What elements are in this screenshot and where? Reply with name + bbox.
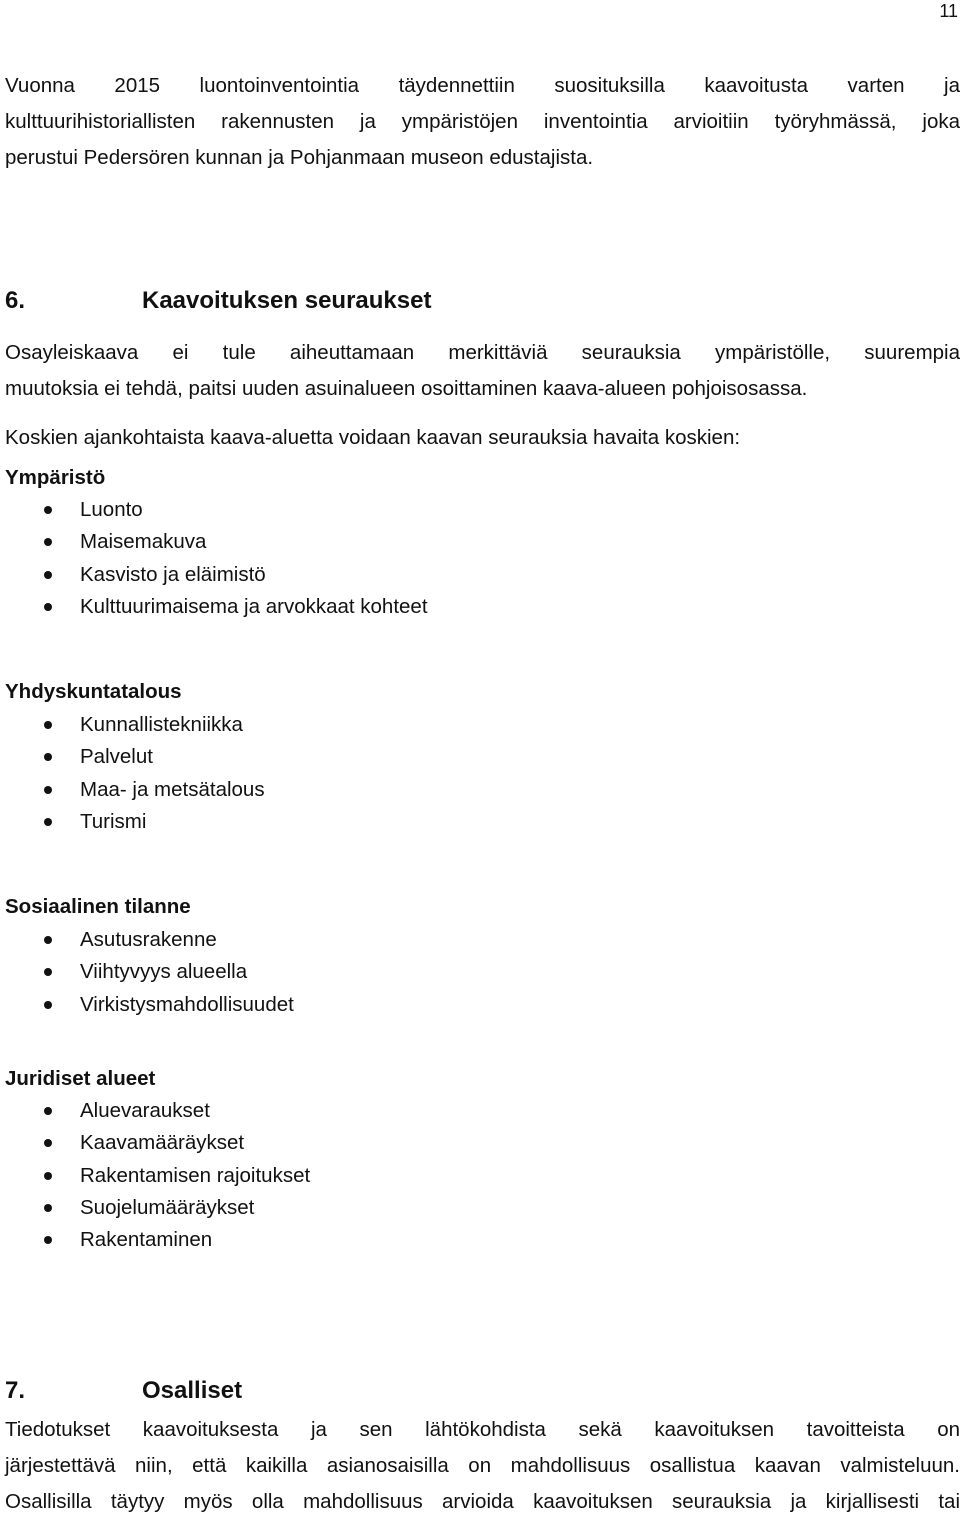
intro-line: kulttuurihistoriallisten rakennusten ja ympäristöjen inventointia arvioitiin työryhmässä, joka: [5, 110, 960, 133]
category-title: Sosiaalinen tilanne: [5, 895, 191, 918]
bullet-icon: [44, 1107, 52, 1115]
category-list: [0, 924, 294, 1021]
section-7-heading: [5, 1376, 242, 1406]
paragraph-line: järjestettävä niin, että kaikilla asianosaisilla on mahdollisuus osallistua kaavan valmisteluun.: [5, 1454, 960, 1477]
bullet-icon: [44, 1172, 52, 1180]
list-item: Kasvisto ja eläimistö: [0, 559, 428, 591]
bullet-icon: [44, 1236, 52, 1244]
bullet-icon: [44, 753, 52, 761]
bullet-icon: [44, 968, 52, 976]
list-item: Aluevaraukset: [0, 1095, 310, 1127]
paragraph-line: muutoksia ei tehdä, paitsi uuden asuinalueen osoittaminen kaava-alueen pohjoisosassa.: [5, 377, 808, 400]
section-7-paragraph: [5, 1412, 960, 1520]
list-item: Rakentamisen rajoitukset: [0, 1160, 310, 1192]
list-item: Kunnallistekniikka: [0, 709, 265, 741]
section-6-number: 6.: [5, 287, 26, 314]
intro-paragraph: [5, 68, 960, 176]
category-title: Juridiset alueet: [5, 1067, 156, 1090]
paragraph-line: Tiedotukset kaavoituksesta ja sen lähtökohdista sekä kaavoituksen tavoitteista on: [5, 1418, 960, 1441]
section-7-title: Osalliset: [142, 1377, 243, 1404]
bullet-icon: [44, 1139, 52, 1147]
section-7-number: 7.: [5, 1377, 26, 1404]
category-list: [0, 709, 265, 838]
category-list: [0, 494, 428, 623]
list-item: Viihtyvyys alueella: [0, 956, 294, 988]
list-item: Maisemakuva: [0, 526, 428, 558]
intro-line: perustui Pedersören kunnan ja Pohjanmaan museon edustajista.: [5, 146, 594, 169]
bullet-icon: [44, 786, 52, 794]
paragraph-line: Osayleiskaava ei tule aiheuttamaan merkittäviä seurauksia ympäristölle, suurempia: [5, 341, 960, 364]
bullet-icon: [44, 1001, 52, 1009]
paragraph-line: Osallisilla täytyy myös olla mahdollisuus arvioida kaavoituksen seurauksia ja kirjallisesti tai: [5, 1490, 960, 1513]
bullet-icon: [44, 571, 52, 579]
bullet-icon: [44, 603, 52, 611]
bullet-icon: [44, 1204, 52, 1212]
list-item: Suojelumääräykset: [0, 1192, 310, 1224]
list-item: Luonto: [0, 494, 428, 526]
bullet-icon: [44, 818, 52, 826]
list-item: Maa- ja metsätalous: [0, 774, 265, 806]
intro-line: Vuonna 2015 luontoinventointia täydennettiin suosituksilla kaavoitusta varten ja: [5, 74, 960, 97]
bullet-icon: [44, 936, 52, 944]
bullet-icon: [44, 721, 52, 729]
list-item: Kaavamääräykset: [0, 1127, 310, 1159]
list-item: Virkistysmahdollisuudet: [0, 989, 294, 1021]
category-list: [0, 1095, 310, 1256]
list-item: Rakentaminen: [0, 1224, 310, 1256]
bullet-icon: [44, 538, 52, 546]
section-6-title: Kaavoituksen seuraukset: [142, 287, 432, 314]
lead-line: Koskien ajankohtaista kaava-aluetta voidaan kaavan seurauksia havaita koskien:: [5, 426, 741, 449]
section-6-heading: [5, 286, 431, 316]
list-item: Palvelut: [0, 741, 265, 773]
bullet-icon: [44, 506, 52, 514]
category-title: Ympäristö: [5, 466, 106, 489]
section-6-lead: [5, 420, 960, 456]
list-item: Turismi: [0, 806, 265, 838]
category-title: Yhdyskuntatalous: [5, 680, 182, 703]
page-number: 11: [939, 1, 958, 21]
section-6-paragraph: [5, 335, 960, 407]
list-item: Kulttuurimaisema ja arvokkaat kohteet: [0, 591, 428, 623]
list-item: Asutusrakenne: [0, 924, 294, 956]
